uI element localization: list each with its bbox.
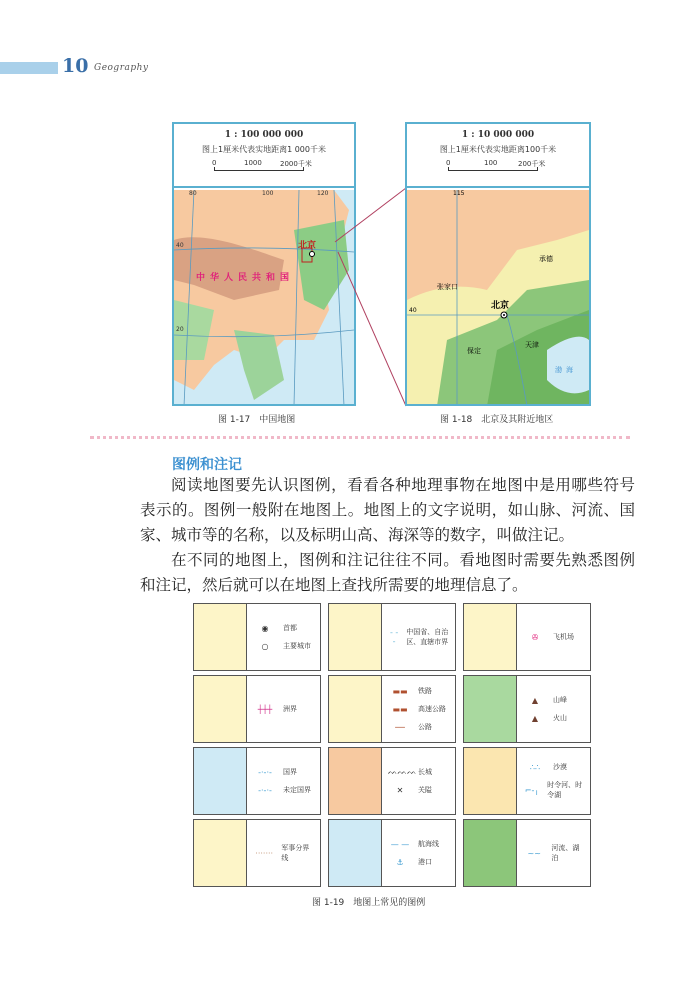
scale-ratio: 1 : 10 000 000: [461, 130, 535, 140]
beijing-label: 北京: [298, 241, 317, 251]
legend-symbol-icon: - - -: [389, 628, 399, 646]
legend-sample-map: [194, 748, 247, 814]
scale-note: 图上1厘米代表实地距离1 000千米: [202, 145, 326, 154]
legend-label: 中国省、自治区、直辖市界: [406, 628, 449, 646]
legend-item: [253, 623, 314, 633]
scale-ratio: 1 : 100 000 000: [224, 130, 304, 140]
beijing-map: [405, 122, 591, 406]
legend-cell: [463, 675, 591, 743]
zoom-connector: [330, 122, 410, 412]
legend-cell: [463, 819, 591, 887]
legend-item: [253, 767, 314, 777]
legend-label: 长城: [418, 768, 432, 776]
legend-label: 飞机场: [553, 633, 574, 641]
legend-label: 军事分界线: [281, 844, 310, 862]
legend-sample-map: [464, 748, 517, 814]
legend-symbol-icon: ⚓: [396, 857, 404, 867]
legend-label: 关隘: [418, 786, 432, 794]
scale-box: [407, 124, 589, 188]
legend-symbol-icon: ▲: [531, 713, 539, 723]
legend-item: [523, 713, 584, 723]
legend-symbol-icon: ──: [395, 722, 405, 732]
map-area: [174, 190, 354, 404]
legend-symbol-icon: ┼┼┼: [257, 704, 273, 714]
legend-item: [523, 843, 584, 863]
legend-items: [382, 604, 455, 670]
legend-item: [388, 704, 449, 714]
legend-label: 国界: [283, 768, 297, 776]
baoding-label: 保定: [467, 347, 481, 355]
tick: 200千米: [518, 160, 546, 168]
lon-label: 115: [453, 190, 465, 197]
legend-item: [523, 780, 584, 800]
legend-item: [388, 627, 449, 647]
legend-label: 洲界: [283, 705, 297, 713]
legend-sample-map: [464, 604, 517, 670]
legend-sample-map: [194, 604, 247, 670]
tick: 0: [446, 159, 451, 167]
legend-label: 山峰: [553, 696, 567, 704]
legend-items: [517, 676, 590, 742]
legend-cell: [193, 675, 321, 743]
china-map: [172, 122, 356, 406]
legend-item: [388, 722, 449, 732]
legend-label: 铁路: [418, 687, 432, 695]
section-heading: 图例和注记: [172, 457, 242, 473]
legend-symbol-icon: ✇: [531, 632, 539, 642]
beijing-label: 北京: [491, 301, 510, 311]
legend-label: 高速公路: [418, 705, 446, 713]
figure-caption: 图 1-17 中国地图: [218, 415, 296, 425]
legend-item: [388, 857, 449, 867]
legend-item: [388, 686, 449, 696]
legend-label: 河流、湖泊: [551, 844, 580, 862]
lon-label: 120: [317, 190, 329, 197]
tick: 0: [212, 159, 217, 167]
body-text: [140, 473, 635, 598]
legend-cell: [193, 819, 321, 887]
lat-label: 40: [176, 242, 184, 249]
legend-symbol-icon: ⌐-╷: [524, 785, 540, 795]
scale-box: [174, 124, 354, 188]
legend-sample-map: [329, 748, 382, 814]
legend-grid: [193, 603, 591, 887]
legend-cell: [193, 747, 321, 815]
legend-label: 沙漠: [553, 763, 567, 771]
scale-bar: [448, 159, 548, 173]
legend-symbol-icon: ○: [261, 641, 269, 651]
tick: 2000千米: [280, 160, 312, 168]
legend-symbol-icon: ✕: [396, 785, 404, 795]
legend-symbol-icon: ▬▬: [392, 686, 408, 696]
legend-label: 港口: [418, 858, 432, 866]
legend-items: [517, 820, 590, 886]
divider: [90, 436, 630, 439]
legend-symbol-icon: -·-·-: [258, 785, 272, 795]
legend-cell: [328, 819, 456, 887]
tick: 100: [484, 159, 498, 167]
legend-label: 主要城市: [283, 642, 311, 650]
legend-sample-map: [329, 676, 382, 742]
chengde-label: 承德: [539, 255, 553, 263]
legend-symbol-icon: ∴∴: [529, 762, 541, 772]
figure-caption: 图 1-18 北京及其附近地区: [440, 415, 554, 425]
legend-label: 未定国界: [283, 786, 311, 794]
legend-item: [388, 839, 449, 849]
legend-items: [247, 604, 320, 670]
legend-items: [247, 748, 320, 814]
legend-symbol-icon: ~~: [527, 848, 541, 858]
legend-sample-map: [194, 820, 247, 886]
legend-symbol-icon: -·-·-: [258, 767, 272, 777]
legend-item: [388, 785, 449, 795]
legend-label: 公路: [418, 723, 432, 731]
header-bar: [0, 62, 58, 74]
legend-sample-map: [329, 820, 382, 886]
legend-label: 时令河、时令湖: [547, 781, 583, 799]
legend-item: [253, 785, 314, 795]
legend-label: 航海线: [418, 840, 439, 848]
legend-symbol-icon: — —: [390, 839, 410, 849]
lat-label: 20: [176, 326, 184, 333]
legend-label: 首都: [283, 624, 297, 632]
figure-caption: 图 1-19 地图上常见的图例: [312, 898, 426, 908]
legend-items: [517, 604, 590, 670]
legend-label: 火山: [553, 714, 567, 722]
country-label: 中华人民共和国: [196, 273, 295, 283]
legend-item: [253, 843, 314, 863]
legend-cell: [328, 675, 456, 743]
paragraph: 在不同的地图上，图例和注记往往不同。看地图时需要先熟悉图例和注记，然后就可以在地图上查找所需要的地理信息了。: [140, 551, 635, 594]
lon-label: 80: [189, 190, 197, 197]
legend-items: [382, 748, 455, 814]
legend-items: [247, 676, 320, 742]
legend-item: [523, 632, 584, 642]
legend-cell: [193, 603, 321, 671]
legend-items: [382, 676, 455, 742]
legend-item: [253, 641, 314, 651]
lat-label: 40: [409, 307, 417, 314]
legend-items: [382, 820, 455, 886]
legend-item: [523, 695, 584, 705]
map-area: [407, 190, 589, 404]
legend-symbol-icon: ▲: [531, 695, 539, 705]
lon-label: 100: [262, 190, 274, 197]
subject-label: Geography: [94, 63, 149, 73]
scale-note: 图上1厘米代表实地距离100千米: [439, 145, 557, 154]
legend-item: [253, 704, 314, 714]
legend-symbol-icon: ᨓᨓᨓ: [388, 767, 417, 776]
legend-symbol-icon: ▬▬: [392, 704, 408, 714]
legend-sample-map: [329, 604, 382, 670]
legend-item: [388, 767, 449, 777]
scale-bar: [214, 159, 314, 173]
legend-sample-map: [464, 820, 517, 886]
bohai-label: 渤海: [555, 366, 577, 374]
legend-cell: [463, 603, 591, 671]
legend-item: [523, 762, 584, 772]
tianjin-label: 天津: [525, 341, 539, 349]
legend-symbol-icon: ◉: [261, 623, 269, 633]
legend-sample-map: [464, 676, 517, 742]
legend-sample-map: [194, 676, 247, 742]
legend-cell: [463, 747, 591, 815]
legend-cell: [328, 603, 456, 671]
tick: 1000: [244, 159, 262, 167]
legend-items: [517, 748, 590, 814]
legend-symbol-icon: ·······: [255, 848, 274, 858]
page-number: 10: [62, 55, 89, 77]
paragraph: 阅读地图要先认识图例，看看各种地理事物在地图中是用哪些符号表示的。图例一般附在地图上。地图上的文字说明，如山脉、河流、国家、城市等的名称，以及标明山高、海深等的数字，叫做注记。: [140, 476, 635, 544]
legend-cell: [328, 747, 456, 815]
legend-items: [247, 820, 320, 886]
zhangjiakou-label: 张家口: [437, 283, 458, 291]
